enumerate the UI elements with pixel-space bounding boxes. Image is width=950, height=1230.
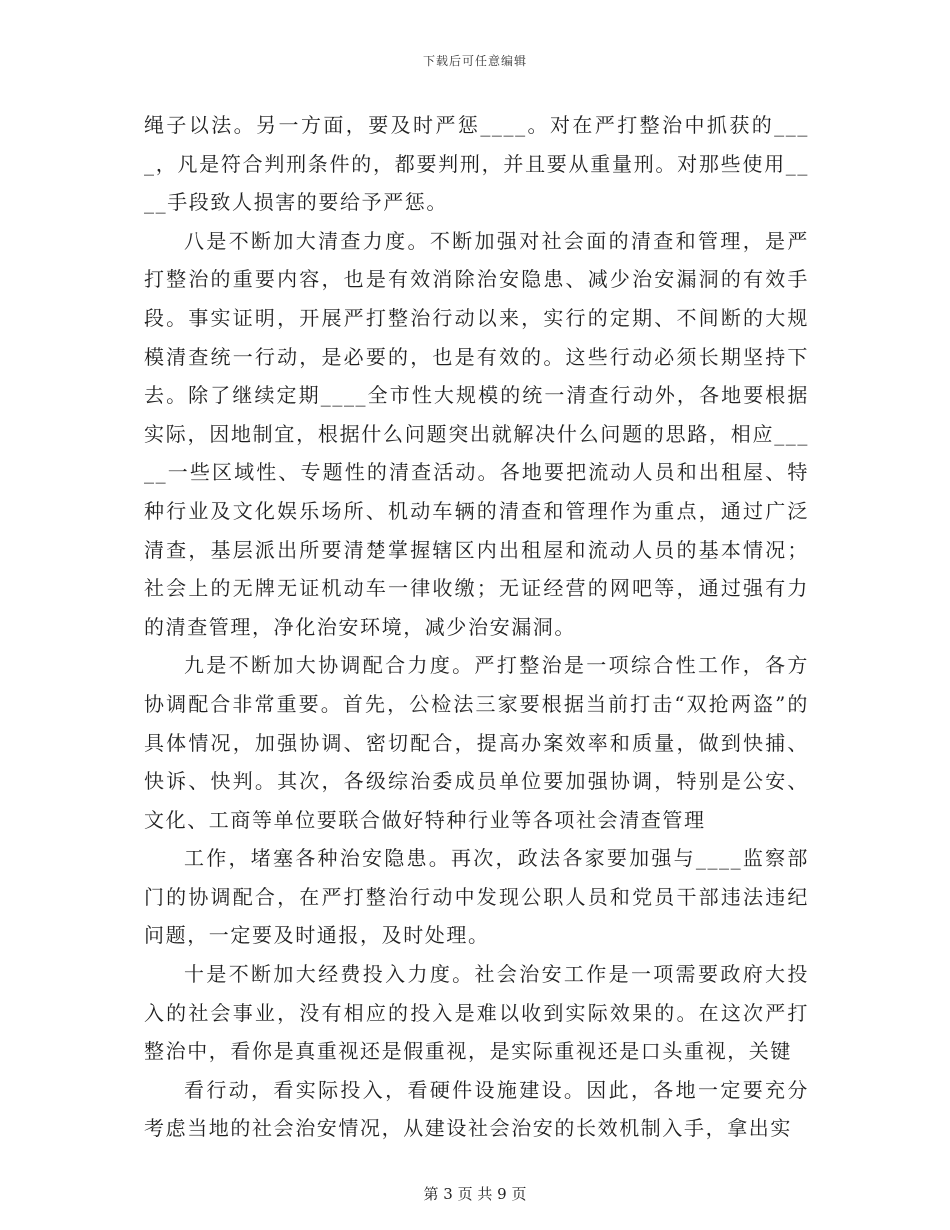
- paragraph-4: 工作，堵塞各种治安隐患。再次，政法各家要加强与____监察部门的协调配合，在严打整治行动中发现公职人员和党员干部违法违纪问题，一定要及时通报，及时处理。: [144, 846, 809, 948]
- page-header-note: 下载后可任意编辑: [422, 54, 527, 68]
- paragraph-6: 看行动，看实际投入，看硬件设施建设。因此，各地一定要充分考虑当地的社会治安情况，从建设社会治安的长效机制入手，拿出实: [144, 1077, 809, 1141]
- page-number: 第 3 页 共 9 页: [423, 1185, 527, 1203]
- paragraph-2: 八是不断加大清查力度。不断加强对社会面的清查和管理，是严打整治的重要内容，也是有效消除治安隐患、减少治安漏洞的有效手段。事实证明，开展严打整治行动以来，实行的定期、不间断的大规模清查统一行动，是必要的，也是有效的。这些行动必须长期坚持下去。除了继续定期____全市性大规模的统一清查行动外，各地要根据实际，因地制宜，根据什么问题突出就解决什么问题的思路，相应_____一些区域性、专题性的清查活动。各地要把流动人员和出租屋、特种行业及文化娱乐场所、机动车辆的清查和管理作为重点，通过广泛清查，基层派出所要清楚掌握辖区内出租屋和流动人员的基本情况；社会上的无牌无证机动车一律收缴；无证经营的网吧等，通过强有力的清查管理，净化治安环境，减少治安漏洞。: [144, 228, 809, 639]
- paragraph-1: 绳子以法。另一方面，要及时严惩____。对在严打整治中抓获的____，凡是符合判刑条件的，都要判刑，并且要从重量刑。对那些使用____手段致人损害的要给予严惩。: [144, 113, 809, 215]
- document-body: [144, 106, 809, 1148]
- paragraph-5: 十是不断加大经费投入力度。社会治安工作是一项需要政府大投入的社会事业，没有相应的投入是难以收到实际效果的。在这次严打整治中，看你是真重视还是假重视，是实际重视还是口头重视，关键: [144, 962, 809, 1064]
- paragraph-3: 九是不断加大协调配合力度。严打整治是一项综合性工作，各方协调配合非常重要。首先，公检法三家要根据当前打击“双抢两盗”的具体情况，加强协调、密切配合，提高办案效率和质量，做到快捕、快诉、快判。其次，各级综治委成员单位要加强协调，特别是公安、文化、工商等单位要联合做好特种行业等各项社会清查管理: [144, 653, 809, 832]
